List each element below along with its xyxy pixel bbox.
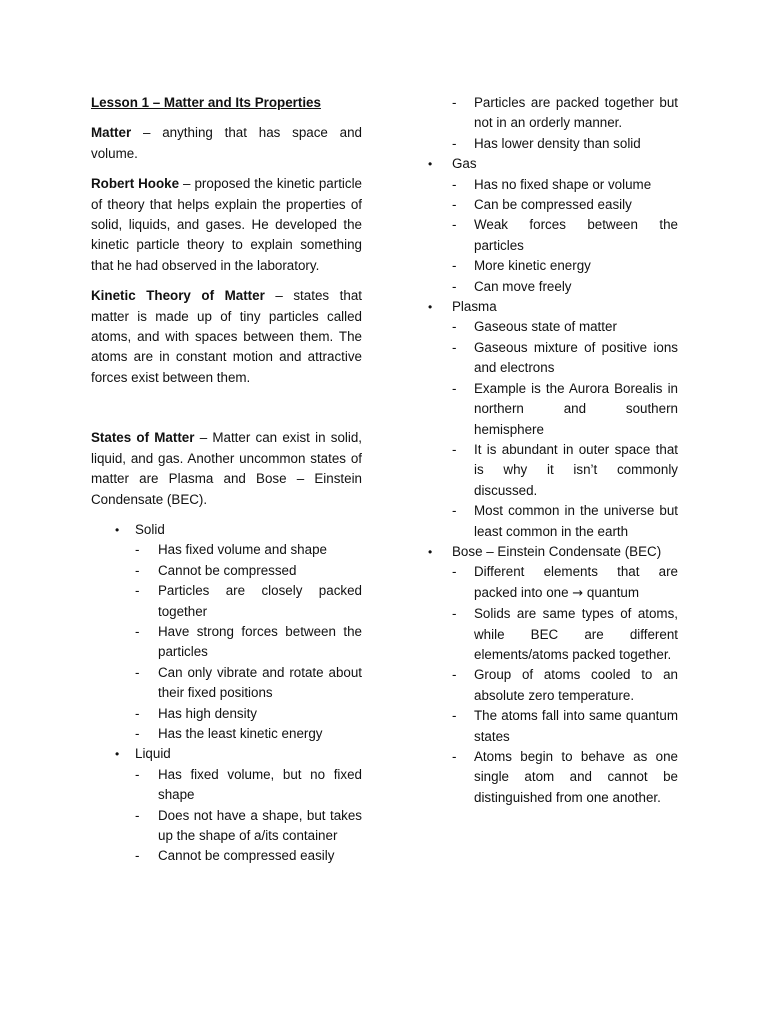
dash-icon: - [135, 562, 140, 578]
dash-icon: - [452, 503, 457, 519]
list-item-text: Gaseous mixture of positive ions and electrons [474, 339, 678, 376]
dash-icon: - [452, 749, 457, 764]
list-item [91, 806, 362, 847]
list-item [452, 317, 678, 337]
dash-icon: - [452, 258, 457, 274]
right-column [428, 93, 678, 808]
states-text: – Matter can exist in solid, liquid, and gas. Another uncommon states of matter are Plasma and Bose – Einstein Condensate (BEC). [91, 430, 363, 507]
list-item-text: Have strong forces between the particles [158, 623, 362, 660]
list-item-text: Has lower density than solid [474, 135, 641, 151]
bec-label: Bose – Einstein Condensate (BEC) [452, 543, 662, 559]
spacer [91, 398, 362, 428]
dash-icon: - [135, 848, 140, 864]
lesson-title: Lesson 1 – Matter and Its Properties [91, 95, 321, 110]
list-item [452, 93, 678, 134]
dash-icon: - [452, 95, 457, 110]
list-item-text: More kinetic energy [474, 258, 591, 274]
liquid-bullet [91, 744, 362, 764]
left-column [91, 93, 362, 867]
hooke-definition [91, 174, 362, 276]
list-item [452, 501, 678, 542]
list-item-text: Most common in the universe but least common in the earth [474, 503, 678, 539]
list-item [91, 724, 362, 744]
list-item [452, 134, 678, 154]
plasma-list [452, 317, 678, 541]
list-item-text: Example is the Aurora Borealis in northern and southern hemisphere [474, 380, 678, 437]
list-item-text: Has fixed volume, but no fixed shape [158, 766, 362, 803]
bullet-icon: • [428, 157, 433, 172]
dash-icon: - [452, 441, 457, 457]
bec-bullet [428, 542, 678, 562]
list-item [452, 440, 678, 501]
list-item [91, 581, 362, 622]
list-item-text: The atoms fall into same quantum states [474, 708, 678, 744]
list-item [91, 561, 362, 581]
matter-text: – anything that has space and volume. [91, 125, 362, 161]
list-item [91, 663, 362, 704]
list-item [91, 765, 362, 806]
dash-icon: - [452, 380, 457, 396]
bec-list [452, 562, 678, 808]
bullet-icon: • [428, 544, 433, 559]
matter-definition [91, 123, 362, 164]
list-item [91, 704, 362, 724]
list-item-text: Can move freely [474, 278, 572, 294]
list-item-text: Group of atoms cooled to an absolute zero temperature. [474, 667, 678, 703]
list-item-text: Weak forces between the particles [474, 217, 678, 253]
list-item [452, 562, 678, 604]
dash-icon: - [452, 197, 457, 213]
right-arrow-icon: → [572, 585, 584, 601]
matter-term: Matter [91, 125, 132, 141]
list-item [452, 338, 678, 379]
ktm-definition [91, 286, 362, 388]
list-item-text: Can only vibrate and rotate about their fixed positions [158, 664, 362, 701]
list-item [452, 665, 678, 706]
ktm-term: Kinetic Theory of Matter [91, 288, 265, 304]
dash-icon: - [135, 664, 140, 680]
bullet-icon: • [115, 747, 120, 762]
list-item-text: Does not have a shape, but takes up the shape of a/its container [158, 807, 362, 843]
dash-icon: - [452, 606, 457, 622]
dash-icon: - [452, 278, 457, 294]
list-item-text: Particles are closely packed together [158, 583, 362, 619]
solid-list [91, 540, 362, 744]
list-item [452, 277, 678, 297]
list-item [452, 256, 678, 276]
list-item-text: Gaseous state of matter [474, 319, 617, 335]
dash-icon: - [135, 623, 140, 639]
dash-icon: - [452, 564, 457, 580]
list-item [452, 379, 678, 440]
solid-label: Solid [135, 521, 165, 537]
list-item-text: Particles are packed together but not in an orderly manner. [474, 95, 678, 131]
list-item-text: Has high density [158, 705, 257, 721]
list-item [452, 215, 678, 256]
dash-icon: - [135, 725, 140, 741]
list-item-text: quantum [583, 584, 640, 600]
dash-icon: - [452, 339, 457, 355]
list-item-text: Can be compressed easily [474, 197, 632, 213]
list-item-text: Atoms begin to behave as one single atom and cannot be distinguished from one another. [474, 749, 678, 805]
list-item-text: Has fixed volume and shape [158, 542, 327, 558]
dash-icon: - [452, 135, 457, 151]
plasma-bullet [428, 297, 678, 317]
dash-icon: - [135, 542, 140, 558]
gas-label: Gas [452, 156, 477, 172]
dash-icon: - [135, 766, 140, 782]
list-item [452, 706, 678, 747]
dash-icon: - [135, 705, 140, 721]
states-definition [91, 428, 362, 510]
liquid-list [91, 765, 362, 867]
dash-icon: - [452, 176, 457, 192]
list-item-text: Cannot be compressed easily [158, 848, 335, 864]
list-item [452, 604, 678, 665]
list-item-text: Different elements that are packed into one [474, 564, 678, 600]
liquid-list-continued [452, 93, 678, 154]
list-item-text: Cannot be compressed [158, 562, 297, 578]
gas-bullet [428, 154, 678, 174]
liquid-label: Liquid [135, 746, 171, 762]
gas-list [452, 175, 678, 297]
dash-icon: - [135, 807, 140, 823]
list-item [91, 540, 362, 560]
list-item [452, 195, 678, 215]
list-item [91, 846, 362, 866]
ktm-text: – states that matter is made up of tiny particles called atoms, and with spaces between them. The atoms are in constant motion and attractive forces exist between them. [91, 288, 362, 385]
list-item [452, 747, 678, 808]
list-item-text: It is abundant in outer space that is why it isn’t commonly discussed. [474, 441, 678, 498]
list-item [91, 622, 362, 663]
list-item [452, 175, 678, 195]
hooke-term: Robert Hooke [91, 176, 180, 192]
list-item-text: Has the least kinetic energy [158, 725, 323, 741]
list-item-text: Has no fixed shape or volume [474, 176, 652, 192]
dash-icon: - [452, 217, 457, 233]
dash-icon: - [452, 319, 457, 335]
dash-icon: - [135, 583, 140, 599]
list-item-text: Solids are same types of atoms, while BEC are different elements/atoms packed together. [474, 606, 678, 662]
dash-icon: - [452, 667, 457, 683]
plasma-label: Plasma [452, 299, 497, 315]
solid-bullet [91, 520, 362, 540]
bullet-icon: • [115, 522, 120, 537]
bullet-icon: • [428, 300, 433, 315]
hooke-text: – proposed the kinetic particle of theory that helps explain the properties of solid, liquids, and gases. He developed the kinetic particle theory to explain something that he had observed in the laboratory. [91, 176, 363, 273]
states-term: States of Matter [91, 430, 195, 446]
dash-icon: - [452, 708, 457, 724]
